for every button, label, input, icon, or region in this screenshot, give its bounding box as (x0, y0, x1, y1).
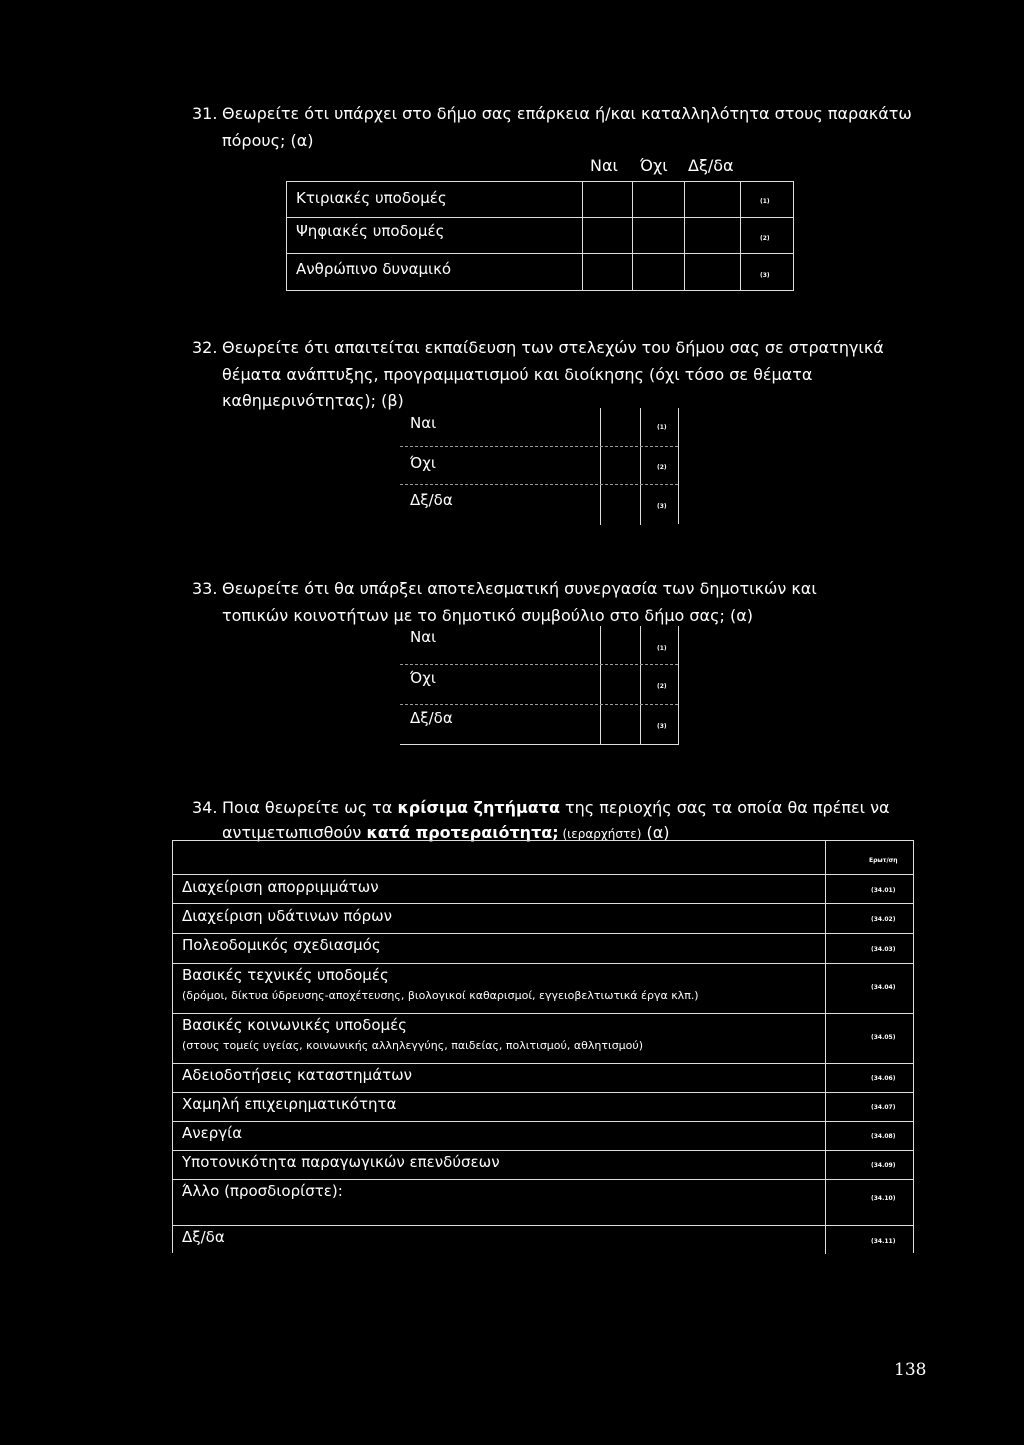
question-text: τοπικών κοινοτήτων με το δημοτικό συμβούλιο στο δήμο σας; (α) (222, 606, 753, 625)
rank-cell[interactable] (825, 934, 850, 964)
option-label: Ναι (410, 628, 437, 646)
question-text: Θεωρείτε ότι υπάρχει στο δήμο σας επάρκεια ή/και καταλληλότητα στους παρακάτω (222, 104, 912, 123)
code-cell: (34.08) (871, 1133, 896, 1140)
option-row[interactable] (400, 664, 678, 705)
answer-cell-yes[interactable] (582, 254, 633, 291)
code-cell: (34.10) (871, 1195, 896, 1202)
rank-cell[interactable] (825, 1180, 850, 1226)
code-cell: (1) (640, 626, 679, 664)
code-header: Ερωτ/ση (869, 857, 898, 864)
row-label: Ανθρώπινο δυναμικό (296, 260, 452, 278)
option-label: Δξ/δα (410, 491, 453, 509)
code-cell: (34.03) (871, 946, 896, 953)
option-label: Όχι (410, 454, 436, 472)
row-label: Βασικές τεχνικές υποδομές (182, 966, 389, 984)
table-row (287, 217, 793, 254)
answer-box[interactable] (600, 447, 641, 485)
table-row (173, 874, 913, 904)
answer-box[interactable] (600, 665, 641, 705)
answer-box[interactable] (600, 705, 641, 745)
code-cell: (34.09) (871, 1162, 896, 1169)
question-text: πόρους; (α) (222, 131, 314, 150)
table-row (173, 1063, 913, 1093)
code-cell: (34.01) (871, 887, 896, 894)
row-sublabel: (στους τομείς υγείας, κοινωνικής αλληλεγγύης, παιδείας, πολιτισμού, αθλητισμού) (182, 1039, 644, 1052)
table-row (287, 253, 793, 291)
option-label: Δξ/δα (410, 709, 453, 727)
question-text: Θεωρείτε ότι απαιτείται εκπαίδευση των στελεχών του δήμου σας σε στρατηγικά (222, 338, 884, 357)
question-number: 33. (192, 579, 218, 598)
row-label: Κτιριακές υποδομές (296, 189, 447, 207)
row-label: Βασικές κοινωνικές υποδομές (182, 1016, 407, 1034)
q34-table (172, 840, 914, 1253)
answer-cell-dk[interactable] (684, 254, 741, 291)
question-text: Θεωρείτε ότι θα υπάρξει αποτελεσματική συνεργασία των δημοτικών και (222, 579, 817, 598)
code-header-cell (849, 841, 913, 874)
q31-table (286, 181, 794, 291)
answer-box[interactable] (600, 626, 641, 664)
question-number: 31. (192, 104, 218, 123)
option-row[interactable] (400, 484, 678, 525)
question-text: καθημερινότητας); (β) (222, 391, 404, 410)
row-label: Πολεοδομικός σχεδιασμός (182, 936, 381, 954)
code-cell: (34.07) (871, 1104, 896, 1111)
page-number: 138 (894, 1360, 927, 1380)
row-label: Ανεργία (182, 1124, 243, 1142)
option-row[interactable] (400, 446, 678, 485)
row-label: Διαχείριση υδάτινων πόρων (182, 907, 393, 925)
row-label: Άλλο (προσδιορίστε): (182, 1182, 343, 1200)
question-number: 32. (192, 338, 218, 357)
table-row (173, 1013, 913, 1064)
code-cell: (34.06) (871, 1075, 896, 1082)
table-row (173, 1121, 913, 1151)
row-label: Χαμηλή επιχειρηματικότητα (182, 1095, 397, 1113)
table-row (173, 1092, 913, 1122)
answer-cell-dk[interactable] (684, 218, 741, 254)
table-row (173, 1179, 913, 1226)
answer-cell-no[interactable] (632, 181, 685, 217)
answer-cell-yes[interactable] (582, 218, 633, 254)
q33-options (400, 626, 679, 745)
code-cell: (34.11) (871, 1238, 896, 1245)
table-row (287, 181, 793, 217)
rank-cell[interactable] (825, 1122, 850, 1151)
rank-cell[interactable] (825, 1226, 850, 1254)
row-sublabel: (δρόμοι, δίκτυα ύδρευσης-αποχέτευσης, βιολογικοί καθαρισμοί, εγγειοβελτιωτικά έργα κλπ.) (182, 989, 699, 1002)
code-cell: (34.05) (871, 1034, 896, 1041)
rank-cell[interactable] (825, 1093, 850, 1122)
table-row (173, 933, 913, 964)
code-cell: (2) (740, 218, 794, 254)
code-cell: (1) (740, 181, 794, 217)
code-cell: (34.04) (871, 984, 896, 991)
rank-cell[interactable] (825, 875, 850, 904)
rank-cell[interactable] (825, 1064, 850, 1093)
answer-box[interactable] (600, 408, 641, 446)
table-row (173, 963, 913, 1014)
table-row (173, 1225, 913, 1254)
option-row[interactable] (400, 704, 678, 745)
answer-cell-no[interactable] (632, 218, 685, 254)
answer-cell-yes[interactable] (582, 181, 633, 217)
question-text: Ποια θεωρείτε ως τα κρίσιμα ζητήματα της περιοχής σας τα οποία θα πρέπει να (222, 798, 890, 817)
column-header-yes: Ναι (590, 156, 618, 175)
code-cell: (2) (640, 447, 679, 485)
rank-cell[interactable] (825, 1014, 850, 1064)
q32-options (400, 408, 679, 524)
table-row (173, 1150, 913, 1180)
code-cell: (3) (640, 485, 679, 525)
option-label: Ναι (410, 414, 437, 432)
option-row[interactable] (400, 408, 678, 446)
column-header-no: Όχι (640, 156, 668, 175)
row-label: Υποτονικότητα παραγωγικών επενδύσεων (182, 1153, 500, 1171)
table-row (173, 903, 913, 934)
column-header-dk: Δξ/δα (688, 156, 734, 175)
option-row[interactable] (400, 626, 678, 664)
question-text: αντιμετωπισθούν κατά προτεραιότητα; (ιεραρχήστε) (α) (222, 823, 670, 842)
row-label: Δξ/δα (182, 1228, 225, 1246)
rank-cell[interactable] (825, 964, 850, 1014)
code-cell: (3) (740, 254, 794, 291)
rank-cell[interactable] (825, 1151, 850, 1180)
question-text: θέματα ανάπτυξης, προγραμματισμού και διοίκησης (όχι τόσο σε θέματα (222, 365, 813, 384)
option-label: Όχι (410, 669, 436, 687)
table-header-row (173, 841, 913, 874)
row-label: Αδειοδοτήσεις καταστημάτων (182, 1066, 413, 1084)
question-number: 34. (192, 798, 218, 817)
code-cell: (3) (640, 705, 679, 745)
answer-box[interactable] (600, 485, 641, 525)
code-cell: (2) (640, 665, 679, 705)
code-cell: (34.02) (871, 916, 896, 923)
row-label: Διαχείριση απορριμμάτων (182, 878, 379, 896)
row-label: Ψηφιακές υποδομές (296, 222, 445, 240)
answer-cell-no[interactable] (632, 254, 685, 291)
rank-cell[interactable] (825, 904, 850, 934)
answer-cell-dk[interactable] (684, 181, 741, 217)
code-cell: (1) (640, 408, 679, 446)
